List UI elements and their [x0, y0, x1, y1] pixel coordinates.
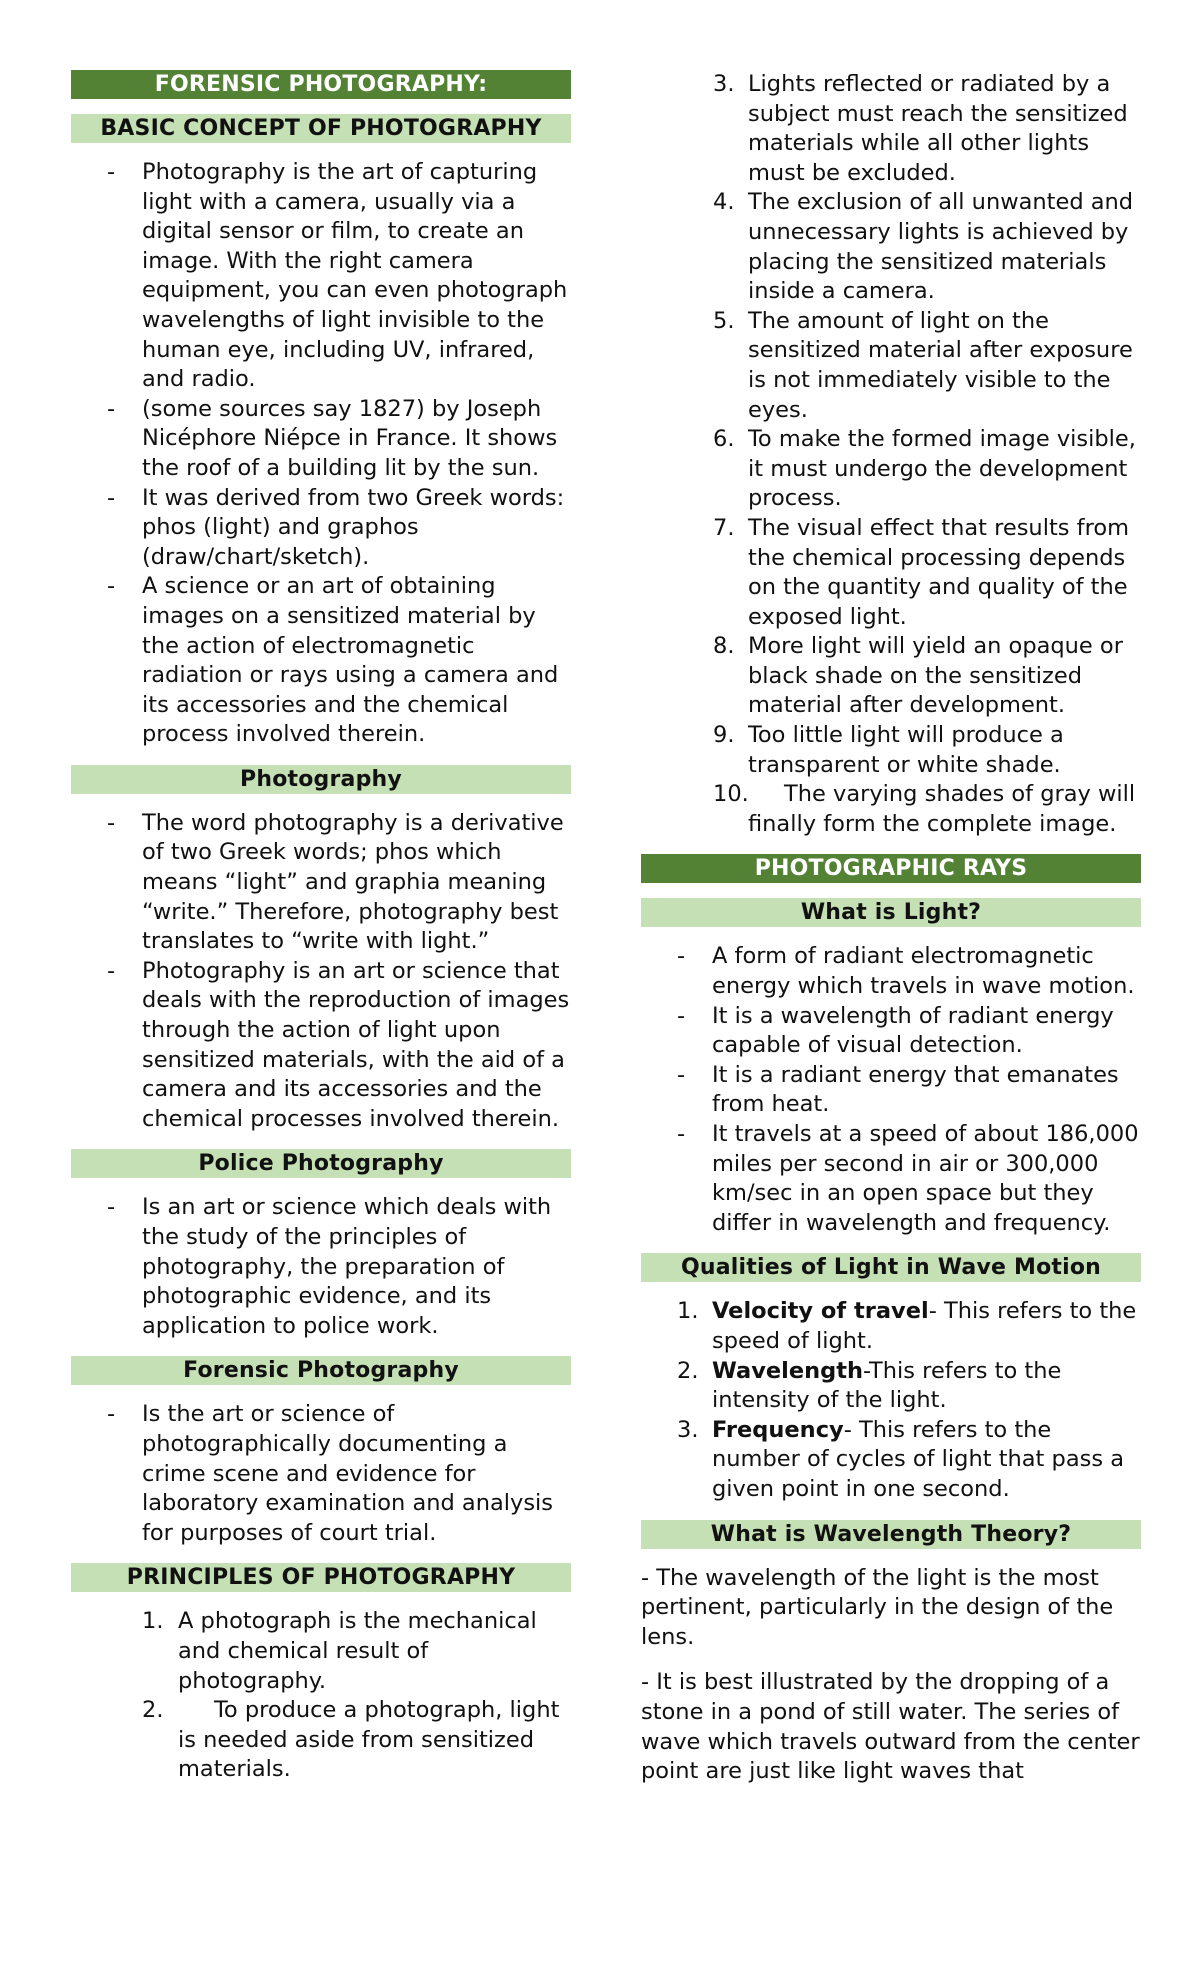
list-item: - (some sources say 1827) by Joseph Nicéphore Niépce in France. It shows the roof of a building lit by the sun. [107, 395, 558, 481]
dash-marker: - [107, 957, 116, 984]
list-item: 7. The visual effect that results from the chemical processing depends on the quantity and quality of the exposed light. [713, 514, 1130, 630]
forensic-photography-list [71, 1400, 571, 1548]
paragraph: - The wavelength of the light is the most pertinent, particularly in the design of the lens. [641, 1564, 1114, 1650]
list-item: 9. Too little light will produce a transparent or white shade. [713, 722, 1064, 778]
list-number: 4. [713, 189, 735, 216]
list-item: - It was derived from two Greek words: phos (light) and graphos (draw/chart/sketch). [107, 484, 565, 570]
paragraph: - It is best illustrated by the dropping of a stone in a pond of still water. The series of wave which travels outward from the center point are just like light waves that [641, 1669, 1140, 1785]
list-number: 2. [142, 1697, 164, 1724]
heading-forensic-photography: Forensic Photography [71, 1356, 571, 1385]
dash-marker: - [107, 484, 116, 511]
dash-marker: - [677, 943, 686, 970]
list-number: 6. [713, 426, 735, 453]
heading-police-photography: Police Photography [71, 1149, 571, 1178]
list-item: - Photography is the art of capturing light with a camera, usually via a digital sensor or film, to create an image. With the right camera equipment, you can even photograph wavelengths of light invisible to the human eye, including UV, infrared, and radio. [107, 159, 568, 393]
left-column [71, 70, 571, 1785]
dash-marker: - [107, 1194, 116, 1221]
photography-list [71, 809, 571, 1135]
list-number: 10. [713, 781, 749, 808]
section-title-photographic-rays: PHOTOGRAPHIC RAYS [641, 854, 1141, 883]
dash-marker: - [677, 1061, 686, 1088]
list-number: 1. [142, 1608, 164, 1635]
list-number: 1. [677, 1298, 699, 1325]
list-item: - It is a wavelength of radiant energy capable of visual detection. [677, 1002, 1114, 1059]
list-item: - A form of radiant electromagnetic energy which travels in wave motion. [677, 943, 1135, 1000]
term: Wavelength [712, 1357, 863, 1384]
principles-list [71, 1607, 571, 1785]
list-number: 2. [677, 1357, 699, 1384]
list-item: - Is an art or science which deals with the study of the principles of photography, the preparation of photographic evidence, and its application to police work. [107, 1194, 552, 1339]
list-number: 3. [677, 1416, 699, 1443]
list-item: 2. Wavelength-This refers to the intensity of the light. [677, 1357, 1062, 1414]
list-item: 8. More light will yield an opaque or black shade on the sensitized material after development. [713, 633, 1123, 719]
dash-marker: - [107, 573, 116, 600]
list-item: 3. Lights reflected or radiated by a subject must reach the sensitized materials while all other lights must be excluded. [713, 71, 1128, 186]
list-item: 5. The amount of light on the sensitized material after exposure is not immediately visible to the eyes. [713, 307, 1133, 423]
list-number: 8. [713, 633, 735, 660]
dash-marker: - [107, 809, 116, 836]
basic-concept-list [71, 158, 571, 750]
list-number: 3. [713, 71, 735, 97]
right-column [641, 70, 1141, 1787]
list-item: - It is a radiant energy that emanates from heat. [677, 1061, 1119, 1118]
heading-basic-concept: BASIC CONCEPT OF PHOTOGRAPHY [71, 114, 571, 143]
term: Frequency [712, 1416, 844, 1443]
heading-wavelength-theory: What is Wavelength Theory? [641, 1520, 1141, 1549]
dash-marker: - [107, 395, 116, 422]
dash-marker: - [677, 1121, 686, 1147]
list-number: 9. [713, 722, 735, 749]
list-item: - It travels at a speed of about 186,000 miles per second in air or 300,000 km/sec in an open space but they differ in wavelength and frequency. [677, 1121, 1139, 1236]
qualities-list [641, 1297, 1141, 1504]
list-number: 7. [713, 514, 735, 541]
dash-marker: - [677, 1002, 686, 1029]
term: Velocity of travel [712, 1298, 929, 1325]
dash-marker: - [107, 1401, 116, 1428]
list-item: - Is the art or science of photographically documenting a crime scene and evidence for laboratory examination and analysis for purposes of court trial. [107, 1401, 554, 1546]
section-title-forensic-photography: FORENSIC PHOTOGRAPHY: [71, 70, 571, 99]
list-item: 3. Frequency- This refers to the number of cycles of light that pass a given point in one second. [677, 1416, 1124, 1502]
list-item: 1. A photograph is the mechanical and chemical result of photography. [142, 1608, 537, 1694]
heading-principles: PRINCIPLES OF PHOTOGRAPHY [71, 1563, 571, 1592]
list-item: 2. To produce a photograph, light is needed aside from sensitized materials. [142, 1697, 560, 1783]
list-item: 1. Velocity of travel- This refers to the speed of light. [677, 1298, 1137, 1354]
list-number: 5. [713, 307, 735, 334]
list-item: 6. To make the formed image visible, it must undergo the development process. [713, 426, 1136, 512]
dash-marker: - [107, 159, 116, 185]
heading-what-is-light: What is Light? [641, 898, 1141, 927]
list-item: 4. The exclusion of all unwanted and unnecessary lights is achieved by placing the sensitized materials inside a camera. [713, 189, 1134, 305]
heading-photography: Photography [71, 765, 571, 794]
principles-list-continued [641, 70, 1141, 839]
police-photography-list [71, 1193, 571, 1341]
list-item: 10. The varying shades of gray will finally form the complete image. [713, 781, 1136, 837]
list-item: - Photography is an art or science that deals with the reproduction of images through the action of light upon sensitized materials, with the aid of a camera and its accessories and the chemical processes involved therein. [107, 957, 570, 1132]
what-is-light-list [641, 942, 1141, 1238]
list-item: - The word photography is a derivative of two Greek words; phos which means “light” and graphia meaning “write.” Therefore, photography best translates to “write with light.” [107, 809, 564, 955]
list-item: - A science or an art of obtaining images on a sensitized material by the action of electromagnetic radiation or rays using a camera and its accessories and the chemical process involved therein. [107, 573, 559, 748]
heading-qualities-of-light: Qualities of Light in Wave Motion [641, 1253, 1141, 1282]
